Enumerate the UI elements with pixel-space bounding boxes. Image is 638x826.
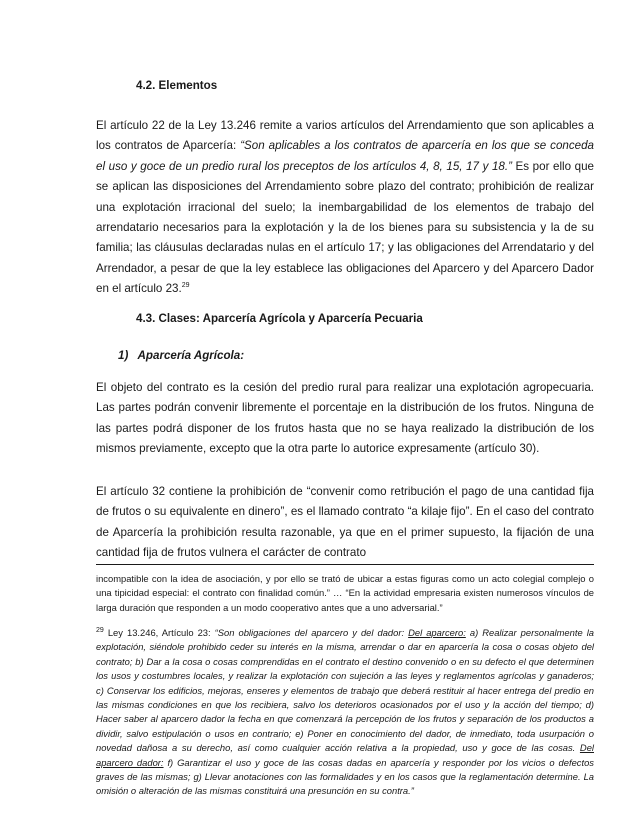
footnote-continued: incompatible con la idea de asociación, y por ello se trató de ubicar a estas figuras como un acto colegial complejo o una tipicidad especial: el contrato con finalidad común.” … “En la actividad empresaria existen numerosos vínculos de larga duración que responden a un modo cooperativo antes que a uno adversarial.” (96, 573, 594, 613)
footnote-29-del-aparcero-dador: Del aparcero dador: (96, 742, 594, 768)
footnote-29-del-aparcero: Del aparcero: (408, 627, 466, 638)
paragraph-4-2-quote: “Son aplicables a los contratos de aparcería en los que se conceda el uso y goce de un predio rural los preceptos de los artículos 4, 8, 15, 17 y 18.” (96, 139, 595, 173)
paragraph-4-2-intro: El artículo 22 de la Ley 13.246 remite a varios artículos del Arrendamiento que son aplicables a los contratos de Aparcería: (96, 119, 594, 153)
footnote-29-number: 29 (96, 626, 104, 634)
footnote-29-quote-start: “Son obligaciones del aparcero y del dador: (214, 627, 409, 638)
heading-4-2: 4.2. Elementos (136, 79, 218, 92)
paragraph-objeto-contrato: El objeto del contrato es la cesión del predio rural para realizar una explotación agropecuaria. Las partes podrán convenir libremente el porcentaje en la distribución de los frutos. Ninguna de las partes podrá disponer de los frutos hasta que no se haya realizado la distribución de los mismos previamente, excepto que la otra parte lo autorice expresamente (artículo 30). (96, 381, 594, 456)
footnote-29-obligations-dador: f) Garantizar el uso y goce de las cosas dadas en aparcería y responder por los vicios o defectos graves de las mismas; g) Llevar anotaciones con las formalidades y en los casos que la reglamentación determine. La omisión o alteración de las mismas constituirá una presunción en su contra.” (96, 756, 594, 797)
footnote-separator (96, 564, 594, 565)
paragraph-4-2 (96, 116, 594, 300)
paragraph-4-2-body: Es por ello que se aplican las disposiciones del Arrendamiento sobre plazo del contrato; prohibición de realizar una explotación irracional del suelo; la inembargabilidad de los elementos de trabajo del arrendatario necesarios para la explotación y la de los bienes para su subsistencia y la de su familia; las cláusulas declaradas nulas en el artículo 17; y las obligaciones del Arrendatario y del Arrendador, a pesar de que la ley establece las obligaciones del Aparcero y del Aparcero Dador en el artículo 23. (96, 159, 595, 296)
footnote-29-obligations-aparcero: a) Realizar personalmente la explotación, siéndole prohibido ceder su interés en la misma, arrendar o dar en aparcería la cosa o cosas objeto del contrato; b) Dar a la cosa o cosas comprendidas en el contrato el destino convenido o en su defecto el que determinen los usos y costumbres locales, y realizar la explotación con sujeción a las leyes y reglamentos agrícolas y ganaderos; c) Conservar los edificios, mejoras, enseres y elementos de trabajo que deberá restituir al hacer entrega del predio en las mismas condiciones en que los recibiera, salvo los deterioros ocasionados por el uso y la acción del tiempo; d) Hacer saber al aparcero dador la fecha en que comenzará la percepción de los frutos y separación de los productos a dividir, salvo estipulación o usos en contrario; e) Poner en conocimiento del dador, de inmediato, toda usurpación o novedad dañosa a su derecho, así como cualquier acción relativa a la propiedad, uso y goce de las cosas. (96, 627, 594, 754)
heading-4-3: 4.3. Clases: Aparcería Agrícola y Aparcería Pecuaria (136, 312, 423, 325)
footnote-ref-29[interactable]: 29 (181, 282, 190, 290)
subheading-aparceria-agricola: 1) Aparcería Agrícola: (118, 349, 245, 362)
footnote-29 (96, 626, 594, 799)
footnote-29-lead: Ley 13.246, Artículo 23: (103, 627, 215, 638)
paragraph-articulo-32: El artículo 32 contiene la prohibición de “convenir como retribución el pago de una cantidad fija de frutos o su equivalente en dinero”, es el llamado contrato “a kilaje fijo”. En el caso del contrato de Aparcería la prohibición resulta razonable, ya que en el primer supuesto, la fijación de una cantidad fija de frutos vulnera el carácter de contrato (96, 485, 594, 560)
